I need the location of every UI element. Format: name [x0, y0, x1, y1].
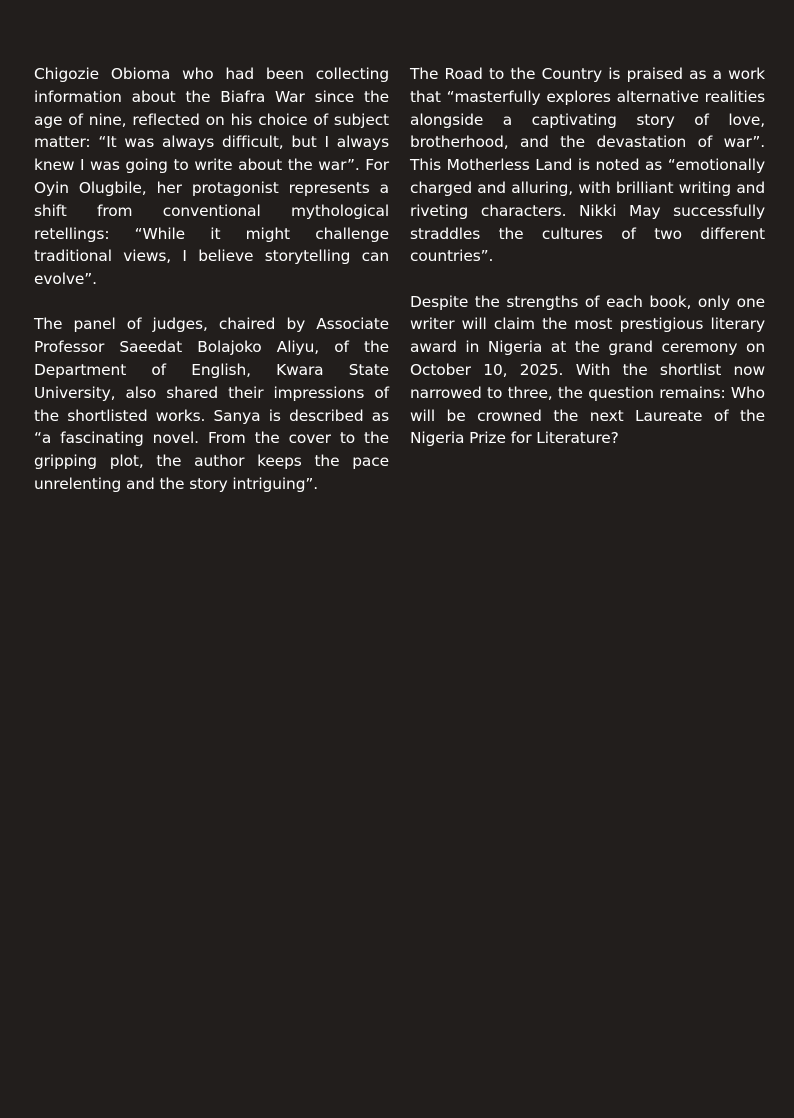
- paragraph: Despite the strengths of each book, only one writer will claim the most prestigious literary award in Nigeria at the grand ceremony on October 10, 2025. With the shortlist now narrowed to three, the question remains: Who will be crowned the next Laureate of the Nigeria Prize for Literature?: [410, 292, 765, 448]
- right-column: [410, 63, 765, 518]
- article-body: [34, 63, 765, 518]
- left-column: [34, 63, 389, 518]
- paragraph: The Road to the Country is praised as a work that “masterfully explores alternative realities alongside a captivating story of love, brotherhood, and the devastation of war”. This Motherless Land is noted as “emotionally charged and alluring, with brilliant writing and riveting characters. Nikki May successfully straddles the cultures of two different countries”.: [410, 65, 765, 266]
- paragraph: The panel of judges, chaired by Associate Professor Saeedat Bolajoko Aliyu, of the Department of English, Kwara State University, also shared their impressions of the shortlisted works. Sanya is described as “a fascinating novel. From the cover to the gripping plot, the author keeps the pace unrelenting and the story intriguing”.: [34, 315, 389, 494]
- paragraph: Chigozie Obioma who had been collecting information about the Biafra War since the age of nine, reflected on his choice of subject matter: “It was always difficult, but I always knew I was going to write about the war”. For Oyin Olugbile, her protagonist represents a shift from conventional mythological retellings: “While it might challenge traditional views, I believe storytelling can evolve”.: [34, 65, 389, 289]
